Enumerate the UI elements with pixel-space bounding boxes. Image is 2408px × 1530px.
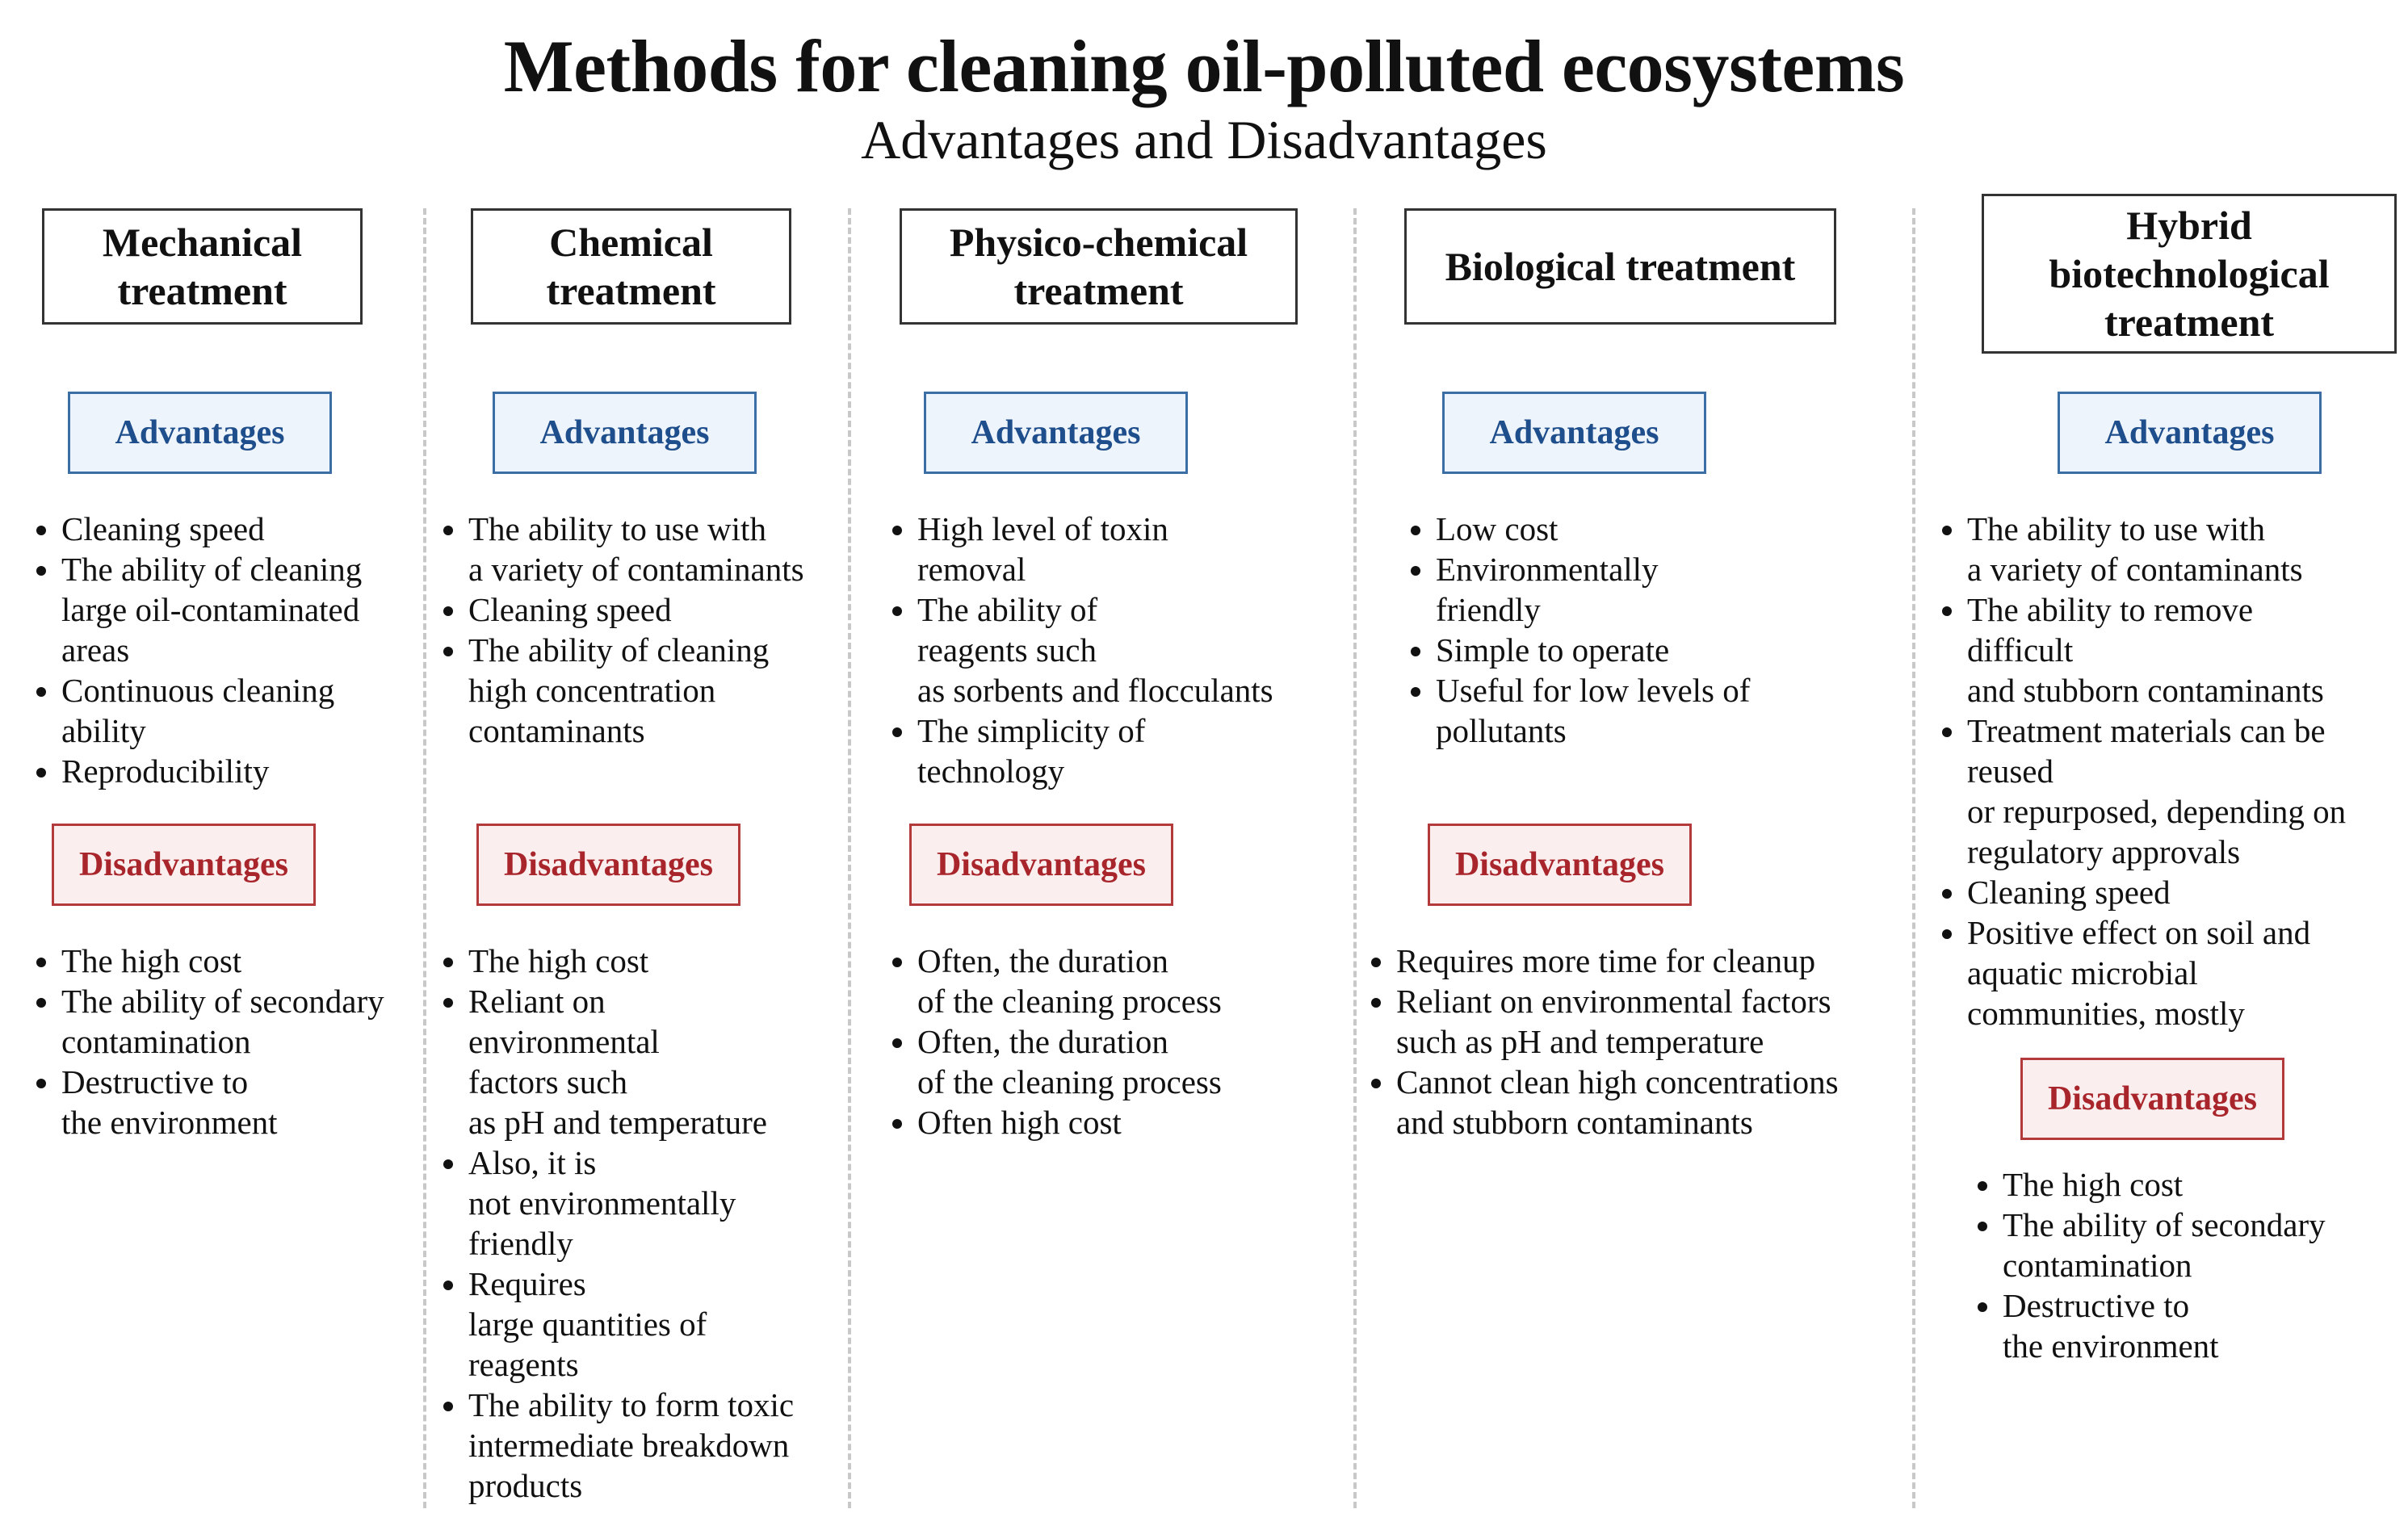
column-divider bbox=[1353, 208, 1357, 1508]
disadvantages-label: Disadvantages bbox=[52, 824, 316, 906]
disadvantages-list bbox=[431, 941, 794, 1506]
advantage-item: • Cleaning speed bbox=[468, 589, 804, 630]
advantages-list bbox=[880, 509, 1273, 791]
advantage-item: • Positive effect on soil and aquatic microbial communities, mostly bbox=[1967, 912, 2346, 1033]
disadvantages-label: Disadvantages bbox=[1428, 824, 1692, 906]
advantages-label: Advantages bbox=[2058, 392, 2322, 474]
advantage-item: • Environmentally friendly bbox=[1436, 549, 1750, 630]
advantages-list bbox=[1930, 509, 2346, 1033]
disadvantage-item: • Reliant on environmental factors such as pH and temperature bbox=[468, 981, 794, 1142]
disadvantage-item: • The ability of secondary contamination bbox=[2003, 1205, 2326, 1285]
advantage-item: • Cleaning speed bbox=[61, 509, 362, 549]
method-header bbox=[1982, 194, 2397, 354]
disadvantage-item: • The ability to form toxic intermediate breakdown products bbox=[468, 1385, 794, 1506]
method-name: Chemical treatment bbox=[546, 220, 716, 313]
diagram-title: Methods for cleaning oil-polluted ecosystems bbox=[503, 25, 1905, 107]
advantages-label: Advantages bbox=[1442, 392, 1706, 474]
advantage-item: • The ability to use with a variety of contaminants bbox=[468, 509, 804, 589]
column-divider bbox=[423, 208, 426, 1508]
diagram-subtitle: Advantages and Disadvantages bbox=[861, 109, 1547, 170]
disadvantages-list bbox=[1359, 941, 1839, 1142]
method-header bbox=[471, 208, 791, 325]
method-header bbox=[900, 208, 1298, 325]
disadvantages-list bbox=[1965, 1164, 2326, 1366]
disadvantage-item: • Often, the duration of the cleaning process bbox=[917, 941, 1222, 1021]
advantage-item: • The ability of cleaning large oil-contaminated areas bbox=[61, 549, 362, 670]
advantage-item: • Simple to operate bbox=[1436, 630, 1750, 670]
method-header bbox=[1404, 208, 1836, 325]
advantage-item: • Reproducibility bbox=[61, 751, 362, 791]
disadvantage-item: • Destructive to the environment bbox=[61, 1062, 384, 1142]
disadvantages-list bbox=[880, 941, 1222, 1142]
disadvantage-item: • Requires large quantities of reagents bbox=[468, 1264, 794, 1385]
advantage-item: • The ability to use with a variety of contaminants bbox=[1967, 509, 2346, 589]
method-name: Mechanical treatment bbox=[102, 220, 303, 313]
advantage-item: • The ability to remove difficult and stubborn contaminants bbox=[1967, 589, 2346, 711]
method-name: Physico-chemical treatment bbox=[949, 220, 1248, 313]
advantages-list bbox=[24, 509, 362, 791]
method-header bbox=[42, 208, 363, 325]
advantage-item: • Low cost bbox=[1436, 509, 1750, 549]
column-divider bbox=[1912, 208, 1915, 1508]
disadvantages-label: Disadvantages bbox=[909, 824, 1173, 906]
advantages-label: Advantages bbox=[68, 392, 332, 474]
disadvantage-item: • Destructive to the environment bbox=[2003, 1285, 2326, 1366]
advantage-item: • Cleaning speed bbox=[1967, 872, 2346, 912]
disadvantage-item: • Reliant on environmental factors such as pH and temperature bbox=[1396, 981, 1839, 1062]
method-name: Biological treatment bbox=[1445, 244, 1796, 289]
advantage-item: • Continuous cleaning ability bbox=[61, 670, 362, 751]
column-divider bbox=[848, 208, 851, 1508]
disadvantages-list bbox=[24, 941, 384, 1142]
advantage-item: • The ability of reagents such as sorbents and flocculants bbox=[917, 589, 1273, 711]
method-name: Hybrid biotechnological treatment bbox=[2049, 203, 2330, 345]
disadvantages-label: Disadvantages bbox=[2020, 1058, 2284, 1140]
disadvantage-item: • Cannot clean high concentrations and stubborn contaminants bbox=[1396, 1062, 1839, 1142]
advantages-label: Advantages bbox=[493, 392, 757, 474]
disadvantage-item: • Requires more time for cleanup bbox=[1396, 941, 1839, 981]
advantages-label: Advantages bbox=[924, 392, 1188, 474]
advantage-item: • The ability of cleaning high concentration contaminants bbox=[468, 630, 804, 751]
disadvantages-label: Disadvantages bbox=[476, 824, 740, 906]
disadvantage-item: • Often, the duration of the cleaning process bbox=[917, 1021, 1222, 1102]
advantage-item: • The simplicity of technology bbox=[917, 711, 1273, 791]
advantage-item: • Treatment materials can be reused or repurposed, depending on regulatory approvals bbox=[1967, 711, 2346, 872]
disadvantage-item: • The high cost bbox=[468, 941, 794, 981]
disadvantage-item: • Often high cost bbox=[917, 1102, 1222, 1142]
advantage-item: • Useful for low levels of pollutants bbox=[1436, 670, 1750, 751]
advantage-item: • High level of toxin removal bbox=[917, 509, 1273, 589]
disadvantage-item: • Also, it is not environmentally friendly bbox=[468, 1142, 794, 1264]
advantages-list bbox=[431, 509, 804, 751]
disadvantage-item: • The high cost bbox=[2003, 1164, 2326, 1205]
disadvantage-item: • The ability of secondary contamination bbox=[61, 981, 384, 1062]
advantages-list bbox=[1399, 509, 1750, 751]
disadvantage-item: • The high cost bbox=[61, 941, 384, 981]
